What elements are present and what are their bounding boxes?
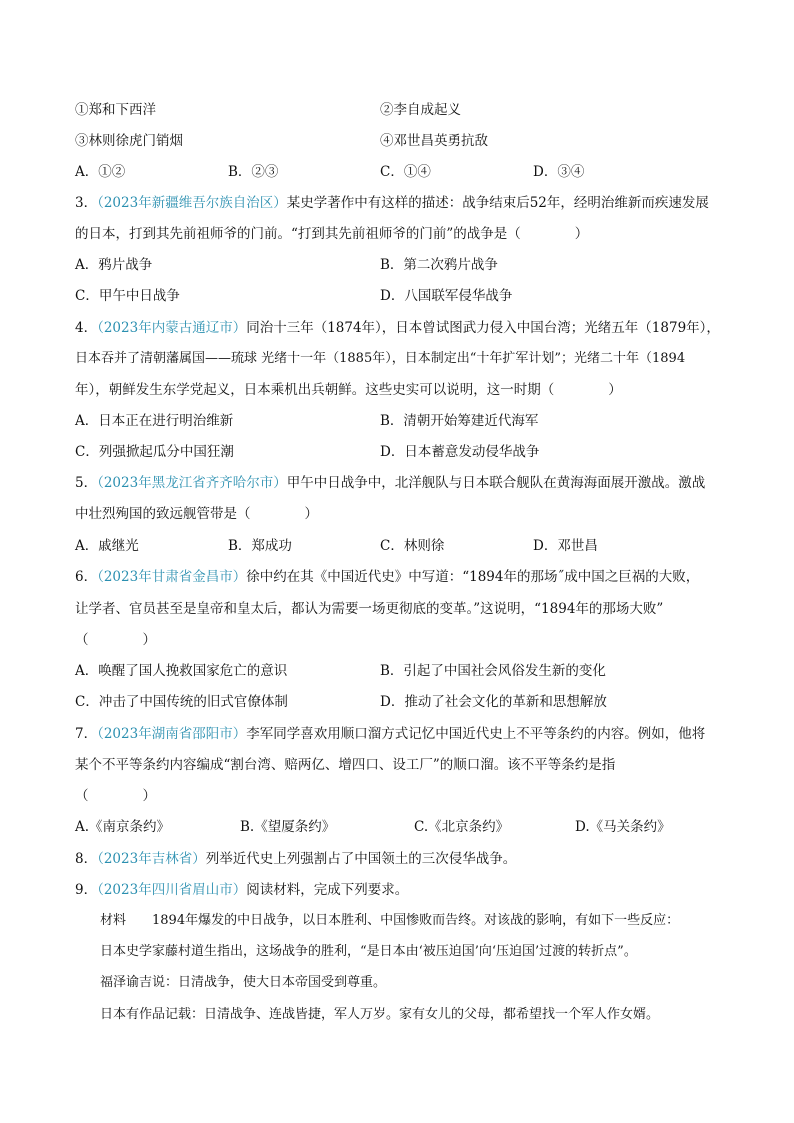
- answer-option: B.《望厦条约》: [240, 819, 336, 835]
- question-text: 李军同学喜欢用顺口溜方式记忆中国近代史上不平等条约的内容。例如，他将: [246, 726, 706, 742]
- question-4: [75, 318, 720, 338]
- question-source: （2023年黑龙江省齐齐哈尔市）: [97, 475, 287, 491]
- option-item: ①郑和下西洋: [75, 102, 156, 118]
- question-source: （2023年吉林省）: [97, 851, 206, 867]
- option-item: ②李自成起义: [380, 102, 461, 118]
- answer-option: B．第二次鸦片战争: [380, 257, 498, 273]
- answer-option: D．推动了社会文化的革新和思想解放: [380, 694, 607, 710]
- material-text: 日本史学家藤村道生指出，这场战争的胜利，“是日本由‘被压迫国’向‘压迫国’过渡的转折点”。: [100, 944, 637, 959]
- question-number: 7．: [75, 726, 98, 742]
- question-text: （ ）: [75, 632, 156, 648]
- answer-option: A.《南京条约》: [75, 819, 171, 835]
- question-text: 阅读材料，完成下列要求。: [246, 882, 409, 898]
- question-text: 甲午中日战争中，北洋舰队与日本联合舰队在黄海海面展开激战。激战: [286, 475, 706, 491]
- answer-option: C.《北京条约》: [414, 819, 510, 835]
- question-text: 某史学著作中有这样的描述：战争结束后52年，经明治维新而疾速发展: [286, 195, 709, 211]
- answer-option: A．戚继光: [75, 538, 139, 554]
- material-text: 材料 1894年爆发的中日战争，以日本胜利、中国惨败而告终。对该战的影响，有如下一些反应：: [100, 913, 680, 928]
- question-source: （2023年内蒙古通辽市）: [97, 320, 247, 336]
- answer-option: B．清朝开始筹建近代海军: [380, 413, 539, 429]
- question-text: 让学者、官员甚至是皇帝和皇太后，都认为需要一场更彻底的变革。”这说明，“1894年的那场大败”: [75, 601, 664, 617]
- answer-option: D.《马关条约》: [575, 819, 671, 835]
- question-6: [75, 567, 699, 587]
- answer-option: A．日本正在进行明治维新: [75, 413, 234, 429]
- answer-option: B．引起了中国社会风俗发生新的变化: [380, 663, 606, 679]
- answer-option: A．唤醒了国人挽救国家危亡的意识: [75, 663, 288, 679]
- question-text: 列举近代史上列强割占了中国领土的三次侵华战争。: [205, 851, 517, 867]
- question-number: 4．: [75, 320, 98, 336]
- option-item: ④邓世昌英勇抗敌: [380, 133, 488, 149]
- answer-option: B．②③: [228, 164, 279, 180]
- material-text: 福泽谕吉说：日清战争，使大日本帝国受到尊重。: [100, 975, 387, 990]
- question-text: 年），朝鲜发生东学党起义，日本乘机出兵朝鲜。这些史实可以说明，这一时期（ ）: [75, 382, 622, 398]
- question-9: [75, 880, 408, 900]
- answer-option: C．甲午中日战争: [75, 288, 180, 304]
- answer-option: D．邓世昌: [533, 538, 598, 554]
- question-8: [75, 849, 516, 869]
- answer-option: A．①②: [75, 164, 126, 180]
- question-7: [75, 724, 705, 744]
- question-number: 3．: [75, 195, 98, 211]
- question-number: 6．: [75, 569, 98, 585]
- option-item: ③林则徐虎门销烟: [75, 133, 183, 149]
- answer-option: C．①④: [380, 164, 431, 180]
- answer-option: D．日本蓄意发动侵华战争: [380, 444, 540, 460]
- question-text: 中壮烈殉国的致远舰管带是（ ）: [75, 506, 318, 522]
- answer-option: C．林则徐: [380, 538, 445, 554]
- question-source: （2023年甘肃省金昌市）: [97, 569, 247, 585]
- answer-option: D．③④: [533, 164, 585, 180]
- answer-option: C．冲击了中国传统的旧式官僚体制: [75, 694, 288, 710]
- question-5: [75, 473, 705, 493]
- answer-option: A．鸦片战争: [75, 257, 153, 273]
- question-source: （2023年四川省眉山市）: [97, 882, 247, 898]
- question-text: 徐中约在其《中国近代史》中写道：“1894年的那场˝成中国之巨祸的大败，: [246, 569, 700, 585]
- question-number: 9．: [75, 882, 98, 898]
- question-text: 日本吞并了清朝藩属国——琉球 光绪十一年（1885年），日本制定出“十年扩军计划”；光绪二十年（1894: [75, 351, 686, 366]
- question-text: （ ）: [75, 788, 156, 804]
- question-source: （2023年湖南省邵阳市）: [97, 726, 247, 742]
- question-number: 5．: [75, 475, 98, 491]
- question-text: 某个不平等条约内容编成“割台湾、赔两亿、增四口、设工厂”的顺口溜。该不平等条约是指: [75, 757, 616, 773]
- question-source: （2023年新疆维吾尔族自治区）: [97, 195, 287, 211]
- answer-option: C．列强掀起瓜分中国狂潮: [75, 444, 234, 460]
- question-text: 同治十三年（1874年），日本曾试图武力侵入中国台湾；光绪五年（1879年），: [246, 320, 720, 336]
- question-text: 的日本，打到其先前祖师爷的门前。“打到其先前祖师爷的门前”的战争是（ ）: [75, 226, 589, 242]
- answer-option: B．郑成功: [228, 538, 292, 554]
- question-number: 8．: [75, 851, 98, 867]
- answer-option: D．八国联军侵华战争: [380, 288, 513, 304]
- question-3: [75, 193, 709, 213]
- material-text: 日本有作品记载：日清战争、连战皆捷，军人万岁。家有女儿的父母，都希望找一个军人作女婿。: [100, 1007, 660, 1022]
